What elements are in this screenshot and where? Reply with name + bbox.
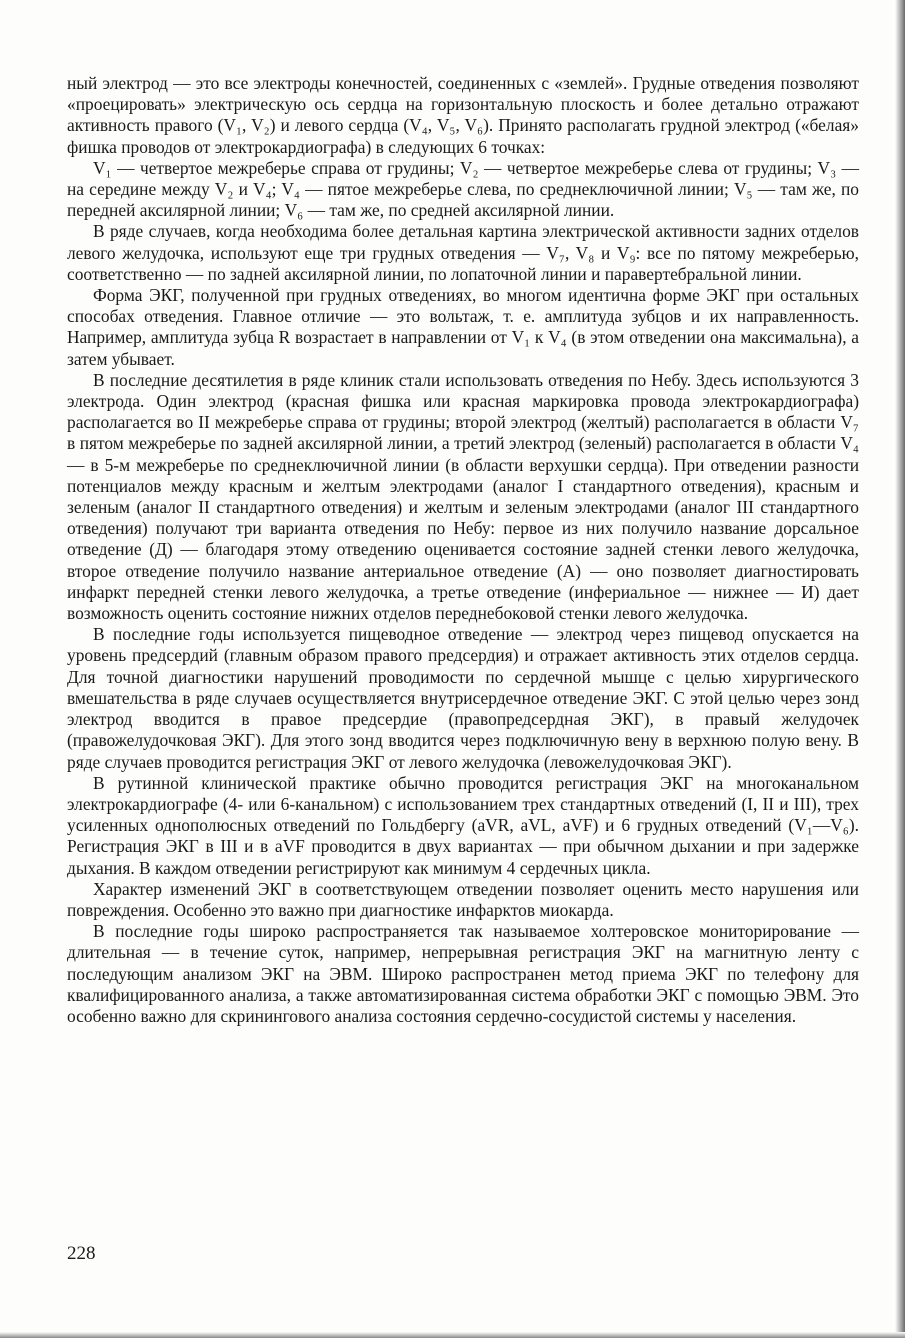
paragraph-changes: Характер изменений ЭКГ в соответствующем отведении позволяет оценить место нарушения или повреждения. Особенно это важно при диагностике инфарктов миокарда. <box>67 878 859 920</box>
page-number: 228 <box>67 1243 96 1264</box>
paragraph-additional-leads: В ряде случаев, когда необходима более детальная картина электрической активности задних отделов левого желудочка, используют еще три грудных отведения — V₇, V₈ и V₉: все по пятому межреберью, соответственно — по задней аксилярной линии, по лопаточной линии и паравертебральной линии. <box>67 221 859 284</box>
paragraph-esophageal-lead: В последние годы используется пищеводное отведение — электрод через пищевод опускается на уровень предсердий (главным образом правого предсердия) и отражает активность этих отделов сердца. Для точной диагностики нарушений проводимости по сердечной мышце с целью хирургического вмешательства в ряде случаев осуществляется внутрисердечное отведение ЭКГ. С этой целью через зонд электрод вводится в правое предсердие (правопредсердная ЭКГ), в правый желудочек (правожелудочковая ЭКГ). Для этого зонд вводится через подключичную вену в верхнюю полую вену. В ряде случаев проводится регистрация ЭКГ от левого желудочка (левожелудочковая ЭКГ). <box>67 624 859 772</box>
paragraph-routine-practice: В рутинной клинической практике обычно проводится регистрация ЭКГ на многоканальном электрокардиографе (4- или 6-канальном) с использованием трех стандартных отведений (I, II и III), трех усиленных однополюсных отведений по Гольдбергу (aVR, aVL, aVF) и 6 грудных отведений (V₁—V₆). Регистрация ЭКГ в III и в aVF проводится в двух вариантах — при обычном дыхании и при задержке дыхания. В каждом отведении регистрируют как минимум 4 сердечных цикла. <box>67 772 859 878</box>
body-text <box>67 73 859 1027</box>
scan-shadow-edge <box>895 0 905 1338</box>
paragraph-ecg-shape: Форма ЭКГ, полученной при грудных отведениях, во многом идентична форме ЭКГ при остальных способах отведения. Главное отличие — это вольтаж, т. е. амплитуда зубцов и их направленность. Например, амплитуда зубца R возрастает в направлении от V₁ к V₄ (в этом отведении она максимальна), а затем убывает. <box>67 285 859 369</box>
paragraph-chest-leads: V₁ — четвертое межреберье справа от грудины; V₂ — четвертое межреберье слева от грудины; V₃ — на середине между V₂ и V₄; V₄ — пятое межреберье слева, по среднеключичной линии; V₅ — там же, по передней аксилярной линии; V₆ — там же, по средней аксилярной линии. <box>67 157 859 221</box>
scan-shadow-bottom <box>0 1332 905 1338</box>
paragraph-nehb-leads: В последние десятилетия в ряде клиник стали использовать отведения по Небу. Здесь используются 3 электрода. Один электрод (красная фишка или красная маркировка провода электрокардиографа) располагается во II межреберье справа от грудины; второй электрод (желтый) располагается в области V₇ в пятом межреберье по задней аксилярной линии, а третий электрод (зеленый) располагается в области V₄ — в 5-м межреберье по среднеключичной линии (в области верхушки сердца). При отведении разности потенциалов между красным и желтым электродами (аналог I стандартного отведения), красным и зеленым (аналог II стандартного отведения) и желтым и зеленым электродами (аналог III стандартного отведения) получают три варианта отведения по Небу: первое из них получило название дорсальное отведение (Д) — благодаря этому отведению оценивается состояние задней стенки левого желудочка, второе отведение получило название антериальное отведение (А) — оно позволяет диагностировать инфаркт передней стенки левого желудочка, а третье отведение (инфериальное — нижнее — И) дает возможность оценить состояние нижних отделов переднебоковой стенки левого желудочка. <box>67 369 859 624</box>
paragraph-continuation: ный электрод — это все электроды конечностей, соединенных с «землей». Грудные отведения позволяют «проецировать» электрическую ось сердца на горизонтальную плоскость и более детально отражают активность правого (V₁, V₂) и левого сердца (V₄, V₅, V₆). Принято располагать грудной электрод («белая» фишка проводов от электрокардиографа) в следующих 6 точках: <box>67 73 859 157</box>
paragraph-holter: В последние годы широко распространяется так называемое холтеровское мониторирование — длительная — в течение суток, например, непрерывная регистрация ЭКГ на магнитную ленту с последующим анализом ЭКГ на ЭВМ. Широко распространен метод приема ЭКГ по телефону для квалифицированного анализа, а также автоматизированная система обработки ЭКГ с помощью ЭВМ. Это особенно важно для скринингового анализа состояния сердечно-сосудистой системы у населения. <box>67 921 859 1026</box>
